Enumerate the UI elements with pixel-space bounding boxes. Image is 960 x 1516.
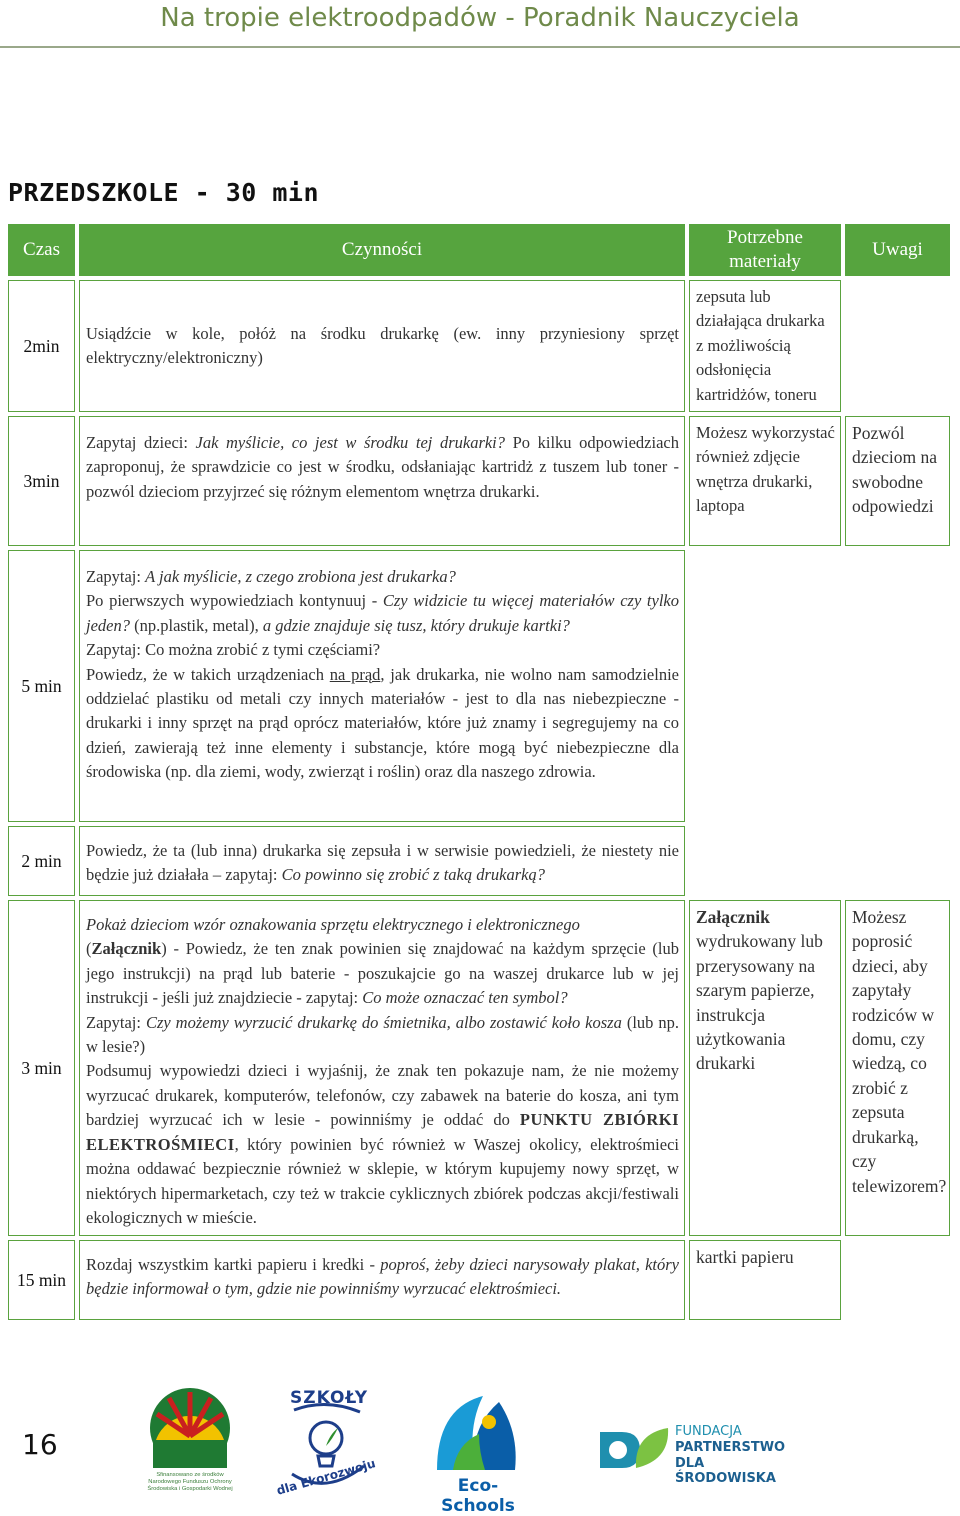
fundacja-partnerstwo-logo: FUNDACJA PARTNERSTWO DLA ŚRODOWISKA <box>596 1422 806 1482</box>
row-materials: Możesz wykorzystać również zdjęcie wnętrza drukarki, laptopa <box>689 416 841 546</box>
table-row <box>8 550 950 822</box>
row-materials: Załącznik wydrukowany lub przerysowany na szarym papierze, instrukcja użytkowania drukarki <box>689 900 841 1236</box>
nfos-caption: Sfinansowano ze środków Narodowego Funduszu Ochrony Środowiska i Gospodarki Wodnej <box>147 1472 233 1492</box>
row-remarks <box>845 826 950 896</box>
row-activity: Zapytaj: A jak myślicie, z czego zrobiona jest drukarka? Po pierwszych wypowiedziach kontynuuj - Czy widzicie tu więcej materiałów czy tylko jeden? (np.plastik, metal), a gdzie znajduje się tusz, który drukuje kartki? Zapytaj: Co można zrobić z tymi częściami? Powiedz, że w takich urządzeniach na prąd, jak drukarka, nie wolno nam samodzielnie oddzielać plastiku od metali czy innych materiałów - jest to dla nas niebezpieczne - drukarki i inny sprzęt na prąd oprócz materiałów, które już znamy i segregujemy na co dzień, zawierają też inne elementy i substancje, które mogą być niebezpieczne dla środowiska (np. dla ziemi, wody, zwierząt i roślin) oraz dla naszego zdrowia. <box>79 550 685 822</box>
page-footer <box>0 1370 960 1516</box>
row-materials: kartki papieru <box>689 1240 841 1320</box>
fundacja-leaf-icon <box>596 1422 670 1476</box>
row-remarks <box>845 550 950 822</box>
row-materials: zepsuta lub działająca drukarka z możliwością odsłonięcia kartridżów, toneru <box>689 280 841 412</box>
lesson-plan-table <box>4 220 954 1324</box>
header-remarks: Uwagi <box>845 224 950 276</box>
row-materials <box>689 826 841 896</box>
row-remarks: Możesz poprosić dzieci, aby zapytały rodziców w domu, czy wiedzą, co zrobić z zepsuta drukarką, czy telewizorem? <box>845 900 950 1236</box>
header-materials: Potrzebne materiały <box>689 224 841 276</box>
page-number: 16 <box>22 1428 58 1461</box>
eco-schools-logo: Eco-Schools <box>423 1388 533 1500</box>
row-time: 3min <box>8 416 75 546</box>
header-divider <box>0 46 960 48</box>
table-row <box>8 416 950 546</box>
section-title: PRZEDSZKOLE - 30 min <box>8 178 320 207</box>
row-time: 15 min <box>8 1240 75 1320</box>
row-remarks: Pozwól dzieciom na swobodne odpowiedzi <box>845 416 950 546</box>
row-remarks <box>845 1240 950 1320</box>
row-activity: Usiądźcie w kole, połóż na środku drukarkę (ew. inny przyniesiony sprzęt elektryczny/elektroniczny) <box>79 280 685 412</box>
row-time: 5 min <box>8 550 75 822</box>
table-row <box>8 1240 950 1320</box>
row-time: 2 min <box>8 826 75 896</box>
row-remarks <box>845 280 950 412</box>
row-time: 3 min <box>8 900 75 1236</box>
szkoly-dla-ekorozwoju-logo: SZKOŁY dla Ekorozwoju <box>272 1384 380 1500</box>
row-activity: Powiedz, że ta (lub inna) drukarka się zepsuła i w serwisie powiedzieli, że niestety nie będzie już działała – zapytaj: Co powinno się zrobić z taką drukarką? <box>79 826 685 896</box>
header-time: Czas <box>8 224 75 276</box>
nfos-emblem-icon <box>143 1380 237 1470</box>
eco-schools-flag-icon <box>423 1388 533 1476</box>
table-header-row <box>8 224 950 276</box>
row-activity: Pokaż dzieciom wzór oznakowania sprzętu elektrycznego i elektronicznego (Załącznik) - Powiedz, że ten znak powinien się znajdować na każdym sprzęcie (lub jego instrukcji) na prąd lub baterie - poszukajcie go na waszej drukarce lub w jej instrukcji - jeśli już znajdziecie - zapytaj: Co może oznaczać ten symbol? Zapytaj: Czy możemy wyrzucić drukarkę do śmietnika, albo zostawić koło kosza (lub np. w lesie?) Podsumuj wypowiedzi dzieci i wyjaśnij, że znak ten pokazuje nam, że nie możemy wyrzucać drukarek, komputerów, telefonów, czy zabawek na baterie do kosza, ani tym bardziej wyrzucać ich w lesie - powinniśmy je oddać do PUNKTU ZBIÓRKI ELEKTROŚMIECI, który powinien być również w Waszej okolicy, elektrośmieci można oddawać bezpiecznie również w sklepie, w którym kupujemy nowy sprzęt, w niektórych hipermarketach, czy też w trakcie cyklicznych zbiórek podczas akcji/festiwali ekologicznych w mieście. <box>79 900 685 1236</box>
row-materials <box>689 550 841 822</box>
row-time: 2min <box>8 280 75 412</box>
table-row <box>8 826 950 896</box>
row-activity: Zapytaj dzieci: Jak myślicie, co jest w środku tej drukarki? Po kilku odpowiedziach zaproponuj, że sprawdzicie co jest w środku, odsłaniając kartridż z tuszem lub toner - pozwól dzieciom przyjrzeć się różnym elementom wnętrza drukarki. <box>79 416 685 546</box>
header-activity: Czynności <box>79 224 685 276</box>
running-header-title: Na tropie elektroodpadów - Poradnik Nauczyciela <box>160 3 800 33</box>
table-row <box>8 280 950 412</box>
table-row <box>8 900 950 1236</box>
nfos-logo <box>143 1380 237 1503</box>
row-activity: Rozdaj wszystkim kartki papieru i kredki - poproś, żeby dzieci narysowały plakat, który będzie informował o tym, gdzie nie powinniśmy wyrzucać elektrośmieci. <box>79 1240 685 1320</box>
